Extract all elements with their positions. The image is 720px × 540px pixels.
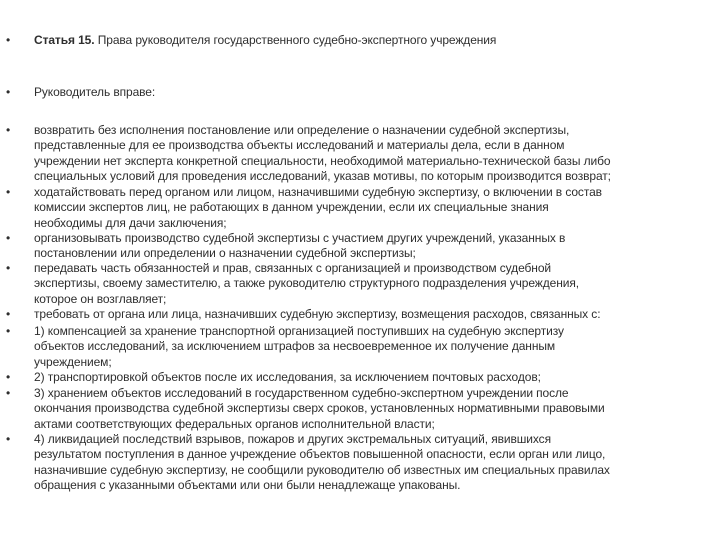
bullet-icon: • [6, 432, 11, 446]
text-line: обращения с указанными объектами или они были ненадлежаще упакованы. [34, 478, 461, 493]
text-line: комиссии экспертов лиц, не работающих в данном учреждении, если их специальные знания [34, 200, 549, 215]
text-line: требовать от органа или лица, назначивших судебную экспертизу, возмещения расходов, связанных с: [34, 307, 601, 321]
article-number: Статья 15. [34, 33, 95, 47]
bullet-icon: • [6, 261, 11, 275]
bullet-icon: • [6, 123, 11, 137]
list-item-text [34, 324, 564, 370]
text-line: которое он возглавляет; [34, 291, 167, 306]
bullet-icon: • [6, 370, 11, 384]
text-line: экспертизы, своему заместителю, а также руководителю структурного подразделения учреждения, [34, 276, 579, 291]
bullet-icon: • [6, 33, 11, 47]
text-line: специальных условий для проведения исследований, указав мотивы, по которым производится возврат; [34, 169, 611, 184]
list-item-text [34, 231, 565, 262]
text-line: представленные для ее производства объекты исследований и материалы дела, если в данном [34, 138, 565, 153]
text-line: 2) транспортировкой объектов после их исследования, за исключением почтовых расходов; [34, 370, 541, 384]
text-line: учреждении нет эксперта конкретной специальности, необходимой материально-технической базы либо [34, 153, 611, 168]
text-line: объектов исследований, за исключением штрафов за несвоевременное их получение данным [34, 339, 556, 354]
article-heading: Права руководителя государственного судебно-экспертного учреждения [94, 33, 497, 47]
text-line: 1) компенсацией за хранение транспортной организацией поступивших на судебную экспертизу [34, 324, 564, 338]
bullet-icon: • [6, 85, 11, 99]
text-line: результатом поступления в данное учреждение объектов повышенной опасности, если орган или лицо, [34, 447, 606, 462]
bullet-icon: • [6, 386, 11, 400]
bullet-icon: • [6, 231, 11, 245]
text-line: окончания производства судебной экспертизы сверх сроков, установленных нормативными правовыми [34, 401, 605, 416]
text-line: актами соответствующих федеральных органов исполнительной власти; [34, 416, 435, 431]
bullet-icon: • [6, 307, 11, 321]
bullet-icon: • [6, 185, 11, 199]
text-line: необходимы для дачи заключения; [34, 215, 227, 230]
text-line: организовывать производство судебной экспертизы с участием других учреждений, указанных в [34, 231, 566, 245]
bullet-icon: • [6, 324, 11, 338]
list-item-text [34, 386, 605, 432]
list-item-text [34, 432, 610, 494]
text-line: назначившие судебную экспертизу, не сообщили руководителю об известных им специальных правилах [34, 462, 610, 477]
list-item-text [34, 370, 541, 385]
text-line: постановлении или определении о назначении судебной экспертизы; [34, 246, 416, 261]
text-line: 4) ликвидацией последствий взрывов, пожаров и других экстремальных ситуаций, явившихся [34, 432, 551, 446]
text-line: учреждением; [34, 354, 112, 369]
text-line: ходатайствовать перед органом или лицом, назначившими судебную экспертизу, о включении в состав [34, 185, 602, 199]
text-line: передавать часть обязанностей и прав, связанных с организацией и производством судебной [34, 261, 551, 275]
list-item-text [34, 185, 602, 231]
list-item-text [34, 307, 600, 322]
text-line: возвратить без исполнения постановление или определение о назначении судебной экспертизы, [34, 123, 570, 137]
intro-text: Руководитель вправе: [34, 85, 156, 99]
article-title [34, 33, 496, 48]
list-item-text [34, 123, 611, 185]
text-line: 3) хранением объектов исследований в государственном судебно-экспертном учреждении после [34, 386, 569, 400]
list-item-text [34, 261, 579, 307]
